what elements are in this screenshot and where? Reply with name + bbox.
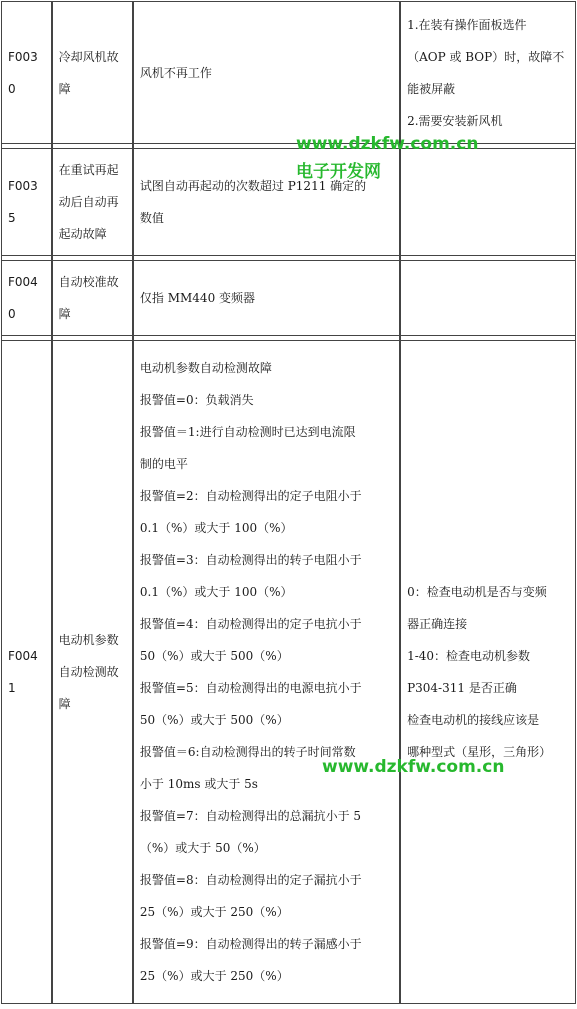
fault-code-cell [1, 148, 52, 256]
fault-desc-cell [133, 260, 400, 336]
fault-name-line: 自动校准故 [58, 275, 119, 289]
fault-name-line: 电动机参数 [58, 633, 119, 647]
fault-name-cell [52, 148, 133, 256]
table-row [1, 260, 576, 336]
fault-desc-line: 报警值=0：负载消失 [139, 393, 254, 407]
table-row [1, 1, 576, 144]
fault-code: F0041 [8, 649, 38, 695]
fault-desc-line: 风机不再工作 [139, 65, 212, 80]
fault-desc-line: 报警值=5：自动检测得出的电源电抗小于 [139, 681, 362, 695]
fault-desc-line: 仅指 MM440 变频器 [139, 291, 256, 305]
fault-desc-line: 报警值＝1:进行自动检测时已达到电流限 [139, 425, 356, 439]
fault-desc-line: 小于 10ms 或大于 5s [139, 777, 258, 791]
fault-code-cell [1, 1, 52, 144]
fault-name-line: 在重试再起 [58, 163, 119, 177]
fault-fix-line: P304-311 是否正确 [407, 681, 517, 695]
fault-fix-line: 能被屏蔽 [407, 81, 456, 96]
fault-fix-cell [400, 260, 576, 336]
watermark-url: www.dzkfw.com.cn [322, 757, 505, 777]
fault-fix-line: 1.在装有操作面板选件 [407, 17, 527, 32]
fault-name-cell [52, 260, 133, 336]
fault-desc-line: 0.1（%）或大于 100（%） [139, 585, 293, 599]
fault-desc-line: 50（%）或大于 500（%） [139, 649, 289, 663]
fault-code-cell [1, 340, 52, 1004]
fault-desc-line: 报警值=2：自动检测得出的定子电阻小于 [139, 489, 362, 503]
fault-name-line: 障 [58, 307, 71, 321]
fault-desc-line: 25（%）或大于 250（%） [139, 969, 289, 983]
fault-desc-line: 报警值＝6:自动检测得出的转子时间常数 [139, 745, 356, 759]
fault-desc-line: 报警值=8：自动检测得出的定子漏抗小于 [139, 873, 362, 887]
fault-name-line: 起动故障 [58, 227, 107, 241]
fault-name-cell [52, 340, 133, 1004]
fault-code: F0035 [8, 179, 38, 225]
fault-name-line: 动后自动再 [58, 195, 119, 209]
watermark-brand: 电子开发网 [296, 162, 381, 182]
fault-desc-line: 电动机参数自动检测故障 [139, 361, 272, 375]
fault-desc-line: 0.1（%）或大于 100（%） [139, 521, 293, 535]
fault-fix-cell [400, 340, 576, 1004]
fault-desc-line: 试图自动再起动的次数超过 P1211 确定的 [139, 179, 367, 193]
watermark-url: www.dzkfw.com.cn [296, 134, 479, 154]
fault-fix-line: 0：检查电动机是否与变频 [407, 585, 547, 599]
fault-desc-cell [133, 1, 400, 144]
fault-desc-line: 报警值=9：自动检测得出的转子漏感小于 [139, 937, 362, 951]
fault-fix-line: 哪种型式（星形，三角形） [407, 745, 552, 759]
fault-desc-cell [133, 340, 400, 1004]
table-row [1, 148, 576, 256]
table-row [1, 340, 576, 1004]
fault-fix-line: 1-40：检查电动机参数 [407, 649, 531, 663]
fault-desc-line: 制的电平 [139, 457, 188, 471]
fault-name-line: 自动检测故 [58, 665, 119, 679]
fault-desc-line: 报警值=3：自动检测得出的转子电阻小于 [139, 553, 362, 567]
fault-desc-line: 数值 [139, 211, 164, 225]
fault-name-line: 障 [58, 697, 71, 711]
fault-code-table [1, 1, 576, 1004]
fault-code: F0030 [8, 49, 38, 96]
fault-desc-line: 25（%）或大于 250（%） [139, 905, 289, 919]
fault-desc-cell [133, 148, 400, 256]
fault-fix-cell [400, 1, 576, 144]
fault-name-line: 冷却风机故 [58, 49, 119, 64]
fault-fix-line: 器正确连接 [407, 617, 468, 631]
fault-code-cell [1, 260, 52, 336]
fault-name-line: 障 [58, 81, 71, 96]
fault-desc-line: 报警值=4：自动检测得出的定子电抗小于 [139, 617, 362, 631]
fault-fix-line: 2.需要安装新风机 [407, 113, 503, 128]
fault-fix-cell [400, 148, 576, 256]
fault-name-cell [52, 1, 133, 144]
fault-desc-line: 报警值=7：自动检测得出的总漏抗小于 5 [139, 809, 362, 823]
fault-fix-line: 检查电动机的接线应该是 [407, 713, 540, 727]
fault-code: F0040 [8, 275, 38, 321]
fault-desc-line: （%）或大于 50（%） [139, 841, 266, 855]
fault-fix-line: （AOP 或 BOP）时，故障不 [407, 49, 565, 64]
fault-desc-line: 50（%）或大于 500（%） [139, 713, 289, 727]
